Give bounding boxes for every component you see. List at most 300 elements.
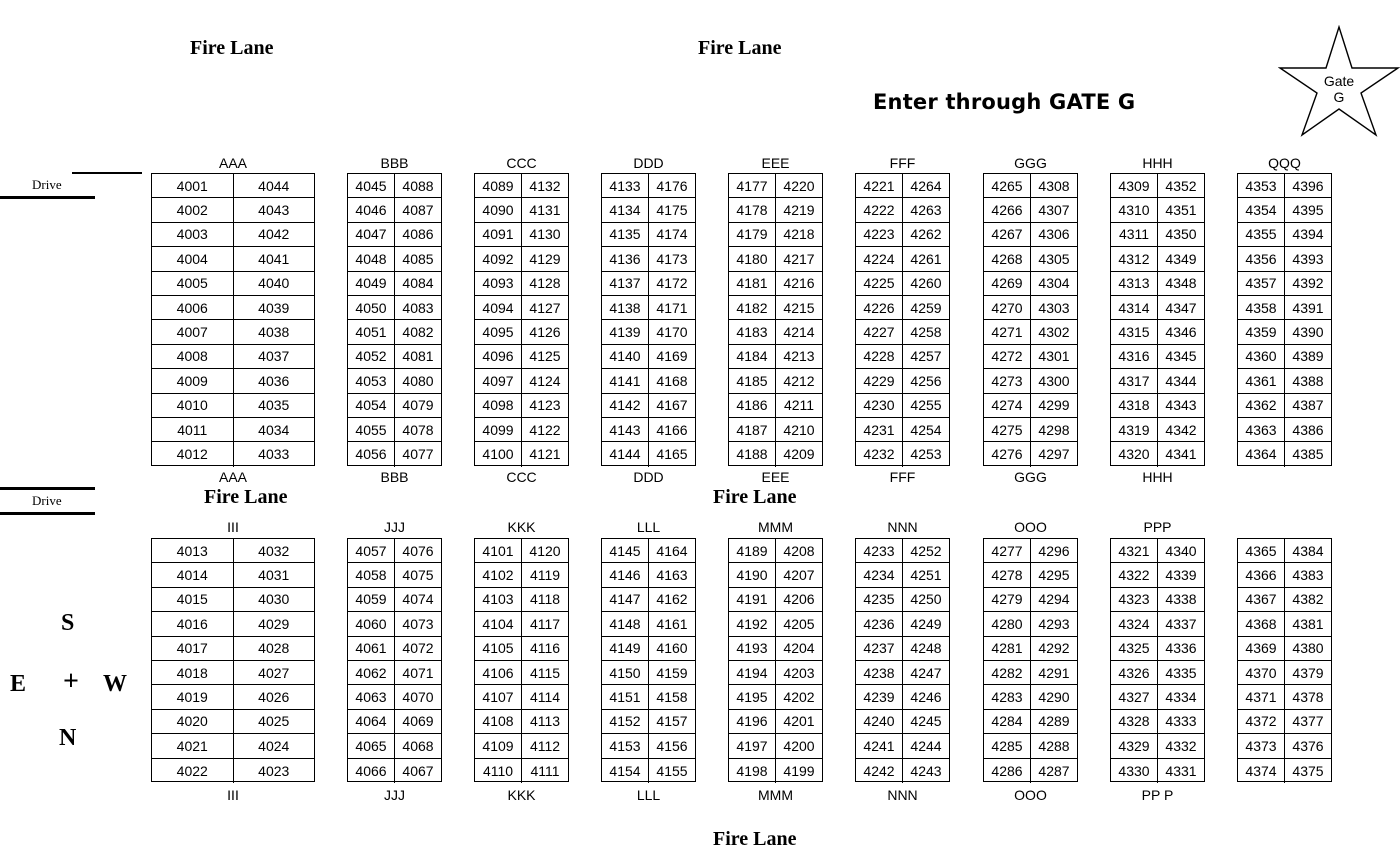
top-block-label-bottom: DDD <box>633 469 664 485</box>
stall-row <box>1238 563 1331 587</box>
stall-row <box>475 247 568 271</box>
stall-number: 4169 <box>648 345 695 368</box>
stall-number: 4302 <box>1030 320 1077 343</box>
bottom-block-label-top: LLL <box>636 519 661 535</box>
stall-number: 4239 <box>863 689 895 706</box>
stall-number: 4187 <box>736 421 768 438</box>
stall-row <box>602 247 695 271</box>
stall-number: 4141 <box>609 372 641 389</box>
stall-row <box>729 174 822 198</box>
stall-number: 4341 <box>1157 442 1204 466</box>
stall-row <box>1238 247 1331 271</box>
stall-number: 4080 <box>394 369 441 392</box>
stall-row <box>602 418 695 442</box>
stall-number: 4309 <box>1118 177 1150 194</box>
stall-row <box>1111 272 1204 296</box>
stall-number: 4145 <box>609 542 641 559</box>
stall-row <box>984 661 1077 685</box>
stall-number: 4256 <box>902 369 949 392</box>
top-block-label-bottom: FFF <box>889 469 916 485</box>
stall-row <box>348 174 441 198</box>
stall-number: 4099 <box>482 421 514 438</box>
stall-row <box>348 272 441 296</box>
stall-number: 4086 <box>394 223 441 246</box>
stall-row <box>602 272 695 296</box>
stall-number: 4233 <box>863 542 895 559</box>
stall-number: 4111 <box>521 759 568 783</box>
stall-number: 4213 <box>775 345 822 368</box>
top-block-label-bottom: AAA <box>218 469 248 485</box>
stall-number: 4211 <box>775 394 822 417</box>
stall-number: 4237 <box>863 640 895 657</box>
stall-row <box>152 539 314 563</box>
stall-number: 4092 <box>482 250 514 267</box>
stall-number: 4220 <box>775 174 822 197</box>
stall-number: 4217 <box>775 247 822 270</box>
stall-number: 4130 <box>521 223 568 246</box>
stall-row <box>348 320 441 344</box>
stall-row <box>475 442 568 466</box>
stall-row <box>1111 418 1204 442</box>
stall-number: 4281 <box>991 640 1023 657</box>
stall-number: 4154 <box>609 762 641 779</box>
stall-number: 4029 <box>233 612 315 635</box>
stall-number: 4272 <box>991 348 1023 365</box>
stall-row <box>984 198 1077 222</box>
stall-row <box>348 661 441 685</box>
stall-number: 4054 <box>355 397 387 414</box>
stall-number: 4278 <box>991 567 1023 584</box>
stall-number: 4075 <box>394 563 441 586</box>
top-parking-block <box>1237 173 1332 466</box>
stall-row <box>1111 345 1204 369</box>
stall-number: 4004 <box>176 250 208 267</box>
stall-number: 4067 <box>394 759 441 783</box>
stall-number: 4042 <box>233 223 315 246</box>
stall-row <box>602 734 695 758</box>
stall-number: 4150 <box>609 664 641 681</box>
top-parking-block <box>474 173 569 466</box>
stall-number: 4355 <box>1245 226 1277 243</box>
top-parking-block <box>347 173 442 466</box>
stall-number: 4088 <box>394 174 441 197</box>
bottom-block-label-top: MMM <box>758 519 793 535</box>
stall-number: 4243 <box>902 759 949 783</box>
stall-row <box>475 685 568 709</box>
stall-row <box>1111 759 1204 783</box>
stall-number: 4183 <box>736 324 768 341</box>
stall-number: 4347 <box>1157 296 1204 319</box>
stall-number: 4038 <box>233 320 315 343</box>
stall-number: 4068 <box>394 734 441 757</box>
gate-star-line2: G <box>1333 89 1345 105</box>
stall-number: 4037 <box>233 345 315 368</box>
stall-row <box>729 734 822 758</box>
stall-number: 4236 <box>863 615 895 632</box>
stall-number: 4119 <box>521 563 568 586</box>
stall-row <box>1238 272 1331 296</box>
stall-row <box>475 539 568 563</box>
stall-number: 4332 <box>1157 734 1204 757</box>
stall-number: 4179 <box>736 226 768 243</box>
stall-row <box>856 539 949 563</box>
top-block-label-bottom: BBB <box>380 469 409 485</box>
stall-row <box>602 710 695 734</box>
stall-number: 4030 <box>233 588 315 611</box>
stall-number: 4250 <box>902 588 949 611</box>
stall-number: 4102 <box>482 567 514 584</box>
stall-number: 4249 <box>902 612 949 635</box>
stall-row <box>729 394 822 418</box>
stall-row <box>1238 612 1331 636</box>
stall-number: 4283 <box>991 689 1023 706</box>
stall-number: 4311 <box>1118 226 1150 243</box>
stall-row <box>152 759 314 783</box>
stall-row <box>1111 539 1204 563</box>
bottom-block-label-top: PPP <box>1143 519 1172 535</box>
stall-number: 4208 <box>775 539 822 562</box>
stall-number: 4383 <box>1284 563 1331 586</box>
stall-number: 4388 <box>1284 369 1331 392</box>
stall-row <box>856 661 949 685</box>
stall-number: 4121 <box>521 442 568 466</box>
stall-number: 4064 <box>355 713 387 730</box>
stall-row <box>348 247 441 271</box>
stall-number: 4012 <box>176 446 208 463</box>
stall-row <box>152 661 314 685</box>
stall-number: 4242 <box>863 762 895 779</box>
stall-number: 4364 <box>1245 446 1277 463</box>
stall-number: 4073 <box>394 612 441 635</box>
stall-row <box>856 296 949 320</box>
stall-number: 4033 <box>233 442 315 466</box>
top-parking-block <box>1110 173 1205 466</box>
stall-number: 4131 <box>521 198 568 221</box>
stall-number: 4057 <box>355 542 387 559</box>
stall-number: 4319 <box>1118 421 1150 438</box>
stall-number: 4065 <box>355 737 387 754</box>
stall-number: 4097 <box>482 372 514 389</box>
stall-number: 4076 <box>394 539 441 562</box>
stall-number: 4322 <box>1118 567 1150 584</box>
stall-row <box>152 174 314 198</box>
stall-row <box>475 223 568 247</box>
stall-number: 4020 <box>176 713 208 730</box>
stall-number: 4231 <box>863 421 895 438</box>
stall-number: 4232 <box>863 446 895 463</box>
stall-number: 4113 <box>521 710 568 733</box>
stall-number: 4135 <box>609 226 641 243</box>
stall-number: 4049 <box>355 275 387 292</box>
stall-number: 4345 <box>1157 345 1204 368</box>
stall-number: 4090 <box>482 202 514 219</box>
stall-number: 4307 <box>1030 198 1077 221</box>
stall-row <box>856 442 949 466</box>
bottom-block-label-bottom: PP P <box>1141 787 1174 803</box>
stall-number: 4264 <box>902 174 949 197</box>
stall-number: 4382 <box>1284 588 1331 611</box>
stall-row <box>984 759 1077 783</box>
stall-number: 4297 <box>1030 442 1077 466</box>
bottom-block-label-bottom: LLL <box>636 787 661 803</box>
stall-number: 4247 <box>902 661 949 684</box>
stall-row <box>729 588 822 612</box>
stall-number: 4015 <box>176 591 208 608</box>
stall-number: 4295 <box>1030 563 1077 586</box>
stall-number: 4129 <box>521 247 568 270</box>
stall-number: 4340 <box>1157 539 1204 562</box>
stall-number: 4290 <box>1030 685 1077 708</box>
stall-row <box>729 685 822 709</box>
stall-row <box>1238 198 1331 222</box>
stall-number: 4118 <box>521 588 568 611</box>
top-block-label-bottom: CCC <box>506 469 537 485</box>
stall-number: 4390 <box>1284 320 1331 343</box>
stall-number: 4162 <box>648 588 695 611</box>
stall-row <box>602 759 695 783</box>
stall-number: 4091 <box>482 226 514 243</box>
stall-number: 4230 <box>863 397 895 414</box>
drive-line-mid-lower <box>0 512 95 515</box>
stall-number: 4177 <box>736 177 768 194</box>
stall-number: 4048 <box>355 250 387 267</box>
stall-number: 4146 <box>609 567 641 584</box>
drive-label-bottom: Drive <box>32 493 62 508</box>
stall-number: 4387 <box>1284 394 1331 417</box>
stall-number: 4175 <box>648 198 695 221</box>
bottom-parking-block <box>347 538 442 782</box>
stall-number: 4372 <box>1245 713 1277 730</box>
stall-row <box>856 637 949 661</box>
stall-number: 4082 <box>394 320 441 343</box>
stall-number: 4240 <box>863 713 895 730</box>
stall-number: 4328 <box>1118 713 1150 730</box>
stall-number: 4157 <box>648 710 695 733</box>
stall-number: 4053 <box>355 372 387 389</box>
bottom-block-label-top: NNN <box>887 519 918 535</box>
stall-row <box>729 637 822 661</box>
stall-number: 4380 <box>1284 637 1331 660</box>
stall-row <box>475 272 568 296</box>
stall-number: 4125 <box>521 345 568 368</box>
stall-number: 4395 <box>1284 198 1331 221</box>
stall-number: 4335 <box>1157 661 1204 684</box>
stall-row <box>475 296 568 320</box>
stall-number: 4369 <box>1245 640 1277 657</box>
stall-number: 4002 <box>176 202 208 219</box>
stall-number: 4028 <box>233 637 315 660</box>
stall-number: 4032 <box>233 539 315 562</box>
bottom-block-label-top: KKK <box>507 519 536 535</box>
stall-number: 4126 <box>521 320 568 343</box>
stall-row <box>152 418 314 442</box>
stall-number: 4152 <box>609 713 641 730</box>
stall-number: 4172 <box>648 272 695 295</box>
stall-number: 4046 <box>355 202 387 219</box>
stall-row <box>1111 174 1204 198</box>
stall-row <box>1238 588 1331 612</box>
stall-number: 4359 <box>1245 324 1277 341</box>
stall-number: 4055 <box>355 421 387 438</box>
stall-row <box>729 320 822 344</box>
stall-number: 4051 <box>355 324 387 341</box>
stall-row <box>729 418 822 442</box>
stall-number: 4107 <box>482 689 514 706</box>
stall-number: 4329 <box>1118 737 1150 754</box>
stall-row <box>856 759 949 783</box>
stall-row <box>984 710 1077 734</box>
stall-number: 4357 <box>1245 275 1277 292</box>
stall-row <box>856 734 949 758</box>
fire-lane-top-center: Fire Lane <box>698 37 782 59</box>
stall-number: 4325 <box>1118 640 1150 657</box>
stall-number: 4079 <box>394 394 441 417</box>
stall-number: 4198 <box>736 762 768 779</box>
stall-row <box>602 369 695 393</box>
stall-number: 4133 <box>609 177 641 194</box>
stall-number: 4252 <box>902 539 949 562</box>
stall-number: 4274 <box>991 397 1023 414</box>
stall-row <box>602 685 695 709</box>
stall-number: 4108 <box>482 713 514 730</box>
stall-number: 4061 <box>355 640 387 657</box>
stall-number: 4096 <box>482 348 514 365</box>
stall-number: 4098 <box>482 397 514 414</box>
stall-number: 4241 <box>863 737 895 754</box>
stall-number: 4170 <box>648 320 695 343</box>
stall-row <box>348 198 441 222</box>
stall-row <box>348 759 441 783</box>
stall-number: 4284 <box>991 713 1023 730</box>
stall-number: 4087 <box>394 198 441 221</box>
stall-number: 4040 <box>233 272 315 295</box>
stall-row <box>348 296 441 320</box>
stall-number: 4159 <box>648 661 695 684</box>
stall-number: 4164 <box>648 539 695 562</box>
stall-number: 4116 <box>521 637 568 660</box>
top-block-label-top: FFF <box>889 155 916 171</box>
stall-number: 4124 <box>521 369 568 392</box>
stall-number: 4063 <box>355 689 387 706</box>
stall-row <box>152 734 314 758</box>
stall-row <box>1238 223 1331 247</box>
stall-number: 4396 <box>1284 174 1331 197</box>
stall-number: 4331 <box>1157 759 1204 783</box>
stall-row <box>152 612 314 636</box>
stall-number: 4360 <box>1245 348 1277 365</box>
stall-row <box>984 369 1077 393</box>
stall-row <box>729 612 822 636</box>
stall-number: 4313 <box>1118 275 1150 292</box>
stall-number: 4207 <box>775 563 822 586</box>
stall-number: 4109 <box>482 737 514 754</box>
stall-number: 4248 <box>902 637 949 660</box>
stall-number: 4327 <box>1118 689 1150 706</box>
stall-number: 4301 <box>1030 345 1077 368</box>
stall-number: 4181 <box>736 275 768 292</box>
stall-row <box>1238 661 1331 685</box>
fire-lane-top-left: Fire Lane <box>190 37 274 59</box>
stall-number: 4171 <box>648 296 695 319</box>
stall-number: 4180 <box>736 250 768 267</box>
stall-row <box>1111 442 1204 466</box>
stall-row <box>475 320 568 344</box>
stall-row <box>729 296 822 320</box>
stall-number: 4071 <box>394 661 441 684</box>
stall-number: 4260 <box>902 272 949 295</box>
stall-number: 4204 <box>775 637 822 660</box>
stall-number: 4381 <box>1284 612 1331 635</box>
stall-number: 4149 <box>609 640 641 657</box>
stall-row <box>602 223 695 247</box>
stall-row <box>152 345 314 369</box>
stall-row <box>152 369 314 393</box>
stall-number: 4031 <box>233 563 315 586</box>
stall-row <box>1238 734 1331 758</box>
stall-number: 4210 <box>775 418 822 441</box>
stall-row <box>602 394 695 418</box>
stall-number: 4144 <box>609 446 641 463</box>
stall-row <box>348 345 441 369</box>
stall-number: 4282 <box>991 664 1023 681</box>
bottom-block-label-bottom: OOO <box>1014 787 1047 803</box>
stall-number: 4115 <box>521 661 568 684</box>
stall-number: 4044 <box>233 174 315 197</box>
stall-number: 4165 <box>648 442 695 466</box>
stall-number: 4026 <box>233 685 315 708</box>
drive-label-top: Drive <box>32 177 62 192</box>
stall-number: 4190 <box>736 567 768 584</box>
top-block-label-bottom: EEE <box>761 469 790 485</box>
stall-row <box>984 588 1077 612</box>
stall-number: 4378 <box>1284 685 1331 708</box>
stall-row <box>1238 369 1331 393</box>
stall-row <box>729 759 822 783</box>
stall-number: 4263 <box>902 198 949 221</box>
stall-row <box>475 734 568 758</box>
stall-number: 4221 <box>863 177 895 194</box>
bottom-block-label-bottom: KKK <box>507 787 536 803</box>
stall-row <box>602 588 695 612</box>
stall-row <box>475 198 568 222</box>
stall-row <box>1238 394 1331 418</box>
stall-number: 4228 <box>863 348 895 365</box>
stall-number: 4316 <box>1118 348 1150 365</box>
stall-number: 4192 <box>736 615 768 632</box>
stall-row <box>1111 394 1204 418</box>
stall-number: 4251 <box>902 563 949 586</box>
stall-row <box>475 394 568 418</box>
stall-number: 4268 <box>991 250 1023 267</box>
top-block-label-top: AAA <box>218 155 248 171</box>
stall-row <box>856 272 949 296</box>
stall-row <box>1111 612 1204 636</box>
stall-row <box>152 394 314 418</box>
stall-number: 4203 <box>775 661 822 684</box>
stall-row <box>475 588 568 612</box>
bottom-parking-block <box>855 538 950 782</box>
stall-number: 4104 <box>482 615 514 632</box>
stall-number: 4019 <box>176 689 208 706</box>
stall-number: 4212 <box>775 369 822 392</box>
stall-row <box>729 539 822 563</box>
stall-row <box>602 198 695 222</box>
stall-number: 4035 <box>233 394 315 417</box>
stall-number: 4072 <box>394 637 441 660</box>
stall-number: 4377 <box>1284 710 1331 733</box>
stall-number: 4003 <box>176 226 208 243</box>
top-parking-block <box>855 173 950 466</box>
